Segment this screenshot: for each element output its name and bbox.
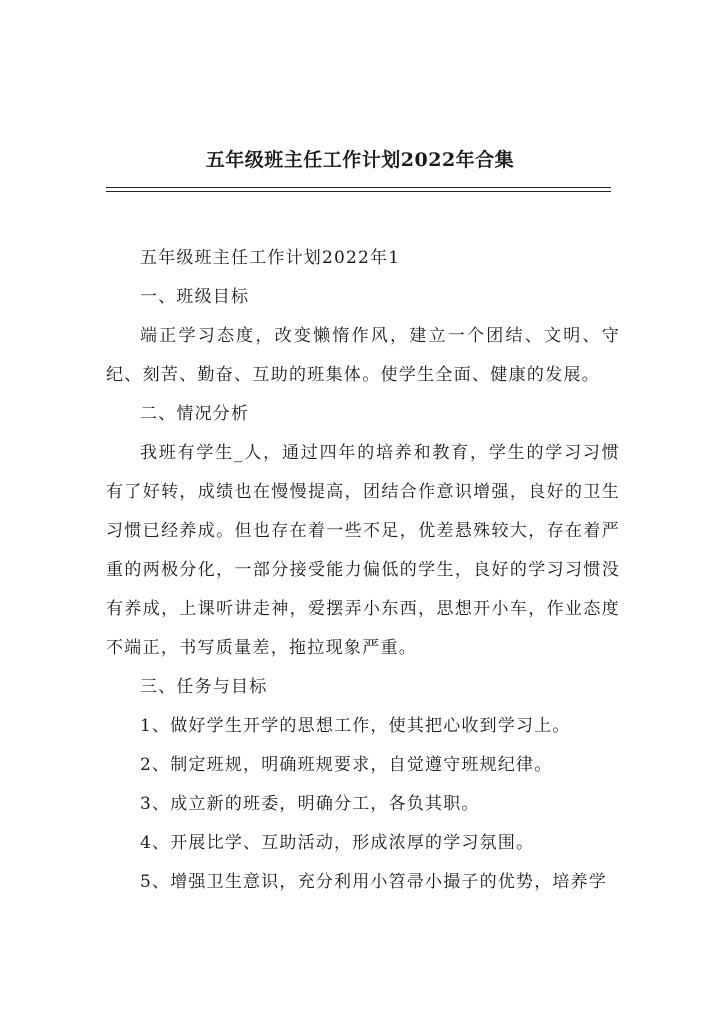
section-heading: 五年级班主任工作计划2022年1 [140,248,401,268]
title-divider [106,187,611,188]
list-item: 5、增强卫生意识，充分利用小笤帚小撮子的优势，培养学 [140,872,608,892]
list-item: 2、制定班规，明确班规要求，自觉遵守班规纪律。 [140,755,553,775]
title-divider-secondary [106,191,611,192]
subheading-tasks-goals: 三、任务与目标 [140,677,268,697]
subheading-class-goal: 一、班级目标 [140,287,250,307]
body-paragraph: 端正学习态度，改变懒惰作风，建立一个团结、文明、守纪、刻苦、勤奋、互助的班集体。使学生全面、健康的发展。 [106,326,620,385]
list-item: 3、成立新的班委，明确分工，各负其职。 [140,794,480,814]
list-item: 4、开展比学、互助活动，形成浓厚的学习氛围。 [140,833,535,853]
body-paragraph: 我班有学生_人，通过四年的培养和教育，学生的学习习惯有了好转，成绩也在慢慢提高，团结合作意识增强，良好的卫生习惯已经养成。但也存在着一些不足，优差悬殊较大，存在着严重的两极分化，一部分接受能力偏低的学生，良好的学习习惯没有养成，上课听讲走神，爱摆弄小东西，思想开小车，作业态度不端正，书写质量差，拖拉现象严重。 [106,443,620,658]
list-item: 1、做好学生开学的思想工作，使其把心收到学习上。 [140,716,571,736]
subheading-situation-analysis: 二、情况分析 [140,404,250,424]
document-title: 五年级班主任工作计划2022年合集 [205,149,515,171]
document-body [106,239,620,902]
